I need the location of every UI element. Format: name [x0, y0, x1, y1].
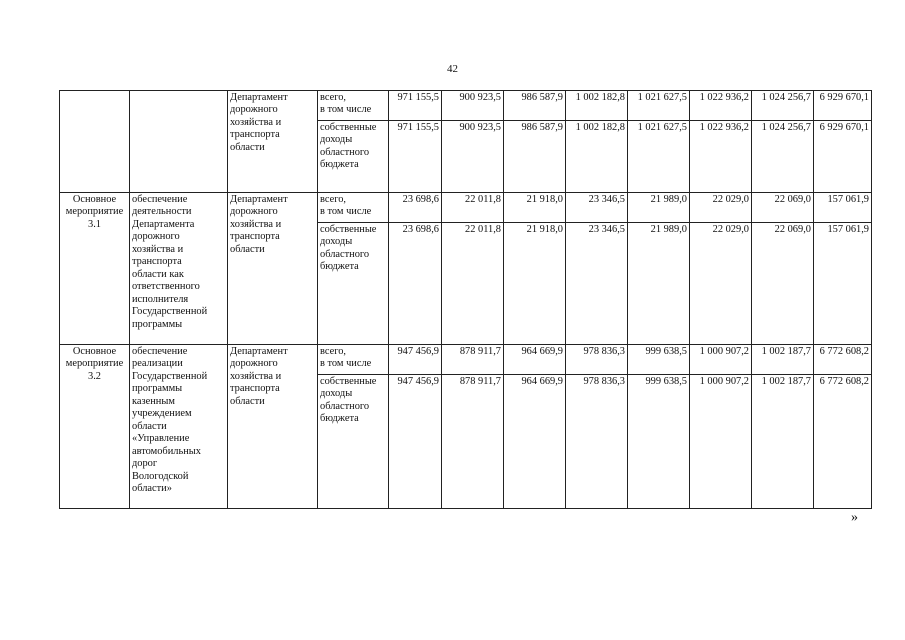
- value-cell: 1 024 256,7: [752, 91, 814, 121]
- value-cell: 21 918,0: [504, 193, 566, 223]
- value-cell: 22 011,8: [442, 223, 504, 345]
- closing-quote-mark: »: [851, 510, 858, 525]
- value-cell: 1 002 182,8: [566, 121, 628, 193]
- value-cell: 6 929 670,1: [814, 91, 872, 121]
- value-cell: 23 346,5: [566, 193, 628, 223]
- value-cell: 23 346,5: [566, 223, 628, 345]
- value-cell: 947 456,9: [389, 345, 442, 375]
- funding-source-cell: всего, в том числе: [318, 345, 389, 375]
- value-cell: 978 836,3: [566, 345, 628, 375]
- funding-source-cell: собственные доходы областного бюджета: [318, 223, 389, 345]
- value-cell: 1 021 627,5: [628, 91, 690, 121]
- value-cell: 1 000 907,2: [690, 345, 752, 375]
- value-cell: 1 022 936,2: [690, 121, 752, 193]
- value-cell: 6 772 608,2: [814, 345, 872, 375]
- value-cell: 157 061,9: [814, 223, 872, 345]
- value-cell: 6 772 608,2: [814, 375, 872, 509]
- budget-table: [59, 90, 872, 509]
- value-cell: 23 698,6: [389, 193, 442, 223]
- executor-cell: Департамент дорожного хозяйства и транспорта области: [228, 345, 318, 509]
- value-cell: 947 456,9: [389, 375, 442, 509]
- executor-cell: Департамент дорожного хозяйства и транспорта области: [228, 193, 318, 345]
- value-cell: 878 911,7: [442, 345, 504, 375]
- description-cell: обеспечение реализации Государственной программы казенным учреждением области «Управление автомобильных дорог Вологодской области»: [130, 345, 228, 509]
- value-cell: 986 587,9: [504, 121, 566, 193]
- value-cell: 964 669,9: [504, 345, 566, 375]
- value-cell: 21 989,0: [628, 193, 690, 223]
- value-cell: 878 911,7: [442, 375, 504, 509]
- value-cell: 900 923,5: [442, 121, 504, 193]
- value-cell: 1 002 187,7: [752, 345, 814, 375]
- funding-source-cell: всего, в том числе: [318, 193, 389, 223]
- event-cell: Основное мероприятие 3.2: [60, 345, 130, 509]
- value-cell: 1 022 936,2: [690, 91, 752, 121]
- table-row: [60, 345, 872, 375]
- value-cell: 22 069,0: [752, 193, 814, 223]
- description-cell: обеспечение деятельности Департамента дорожного хозяйства и транспорта области как ответственного исполнителя Государственной программы: [130, 193, 228, 345]
- value-cell: 1 002 182,8: [566, 91, 628, 121]
- value-cell: 22 011,8: [442, 193, 504, 223]
- value-cell: 978 836,3: [566, 375, 628, 509]
- funding-source-cell: собственные доходы областного бюджета: [318, 375, 389, 509]
- value-cell: 999 638,5: [628, 375, 690, 509]
- value-cell: 22 029,0: [690, 193, 752, 223]
- value-cell: 23 698,6: [389, 223, 442, 345]
- description-cell: [130, 91, 228, 193]
- value-cell: 971 155,5: [389, 121, 442, 193]
- value-cell: 6 929 670,1: [814, 121, 872, 193]
- executor-cell: Департамент дорожного хозяйства и транспорта области: [228, 91, 318, 193]
- value-cell: 1 000 907,2: [690, 375, 752, 509]
- event-cell: Основное мероприятие 3.1: [60, 193, 130, 345]
- value-cell: 157 061,9: [814, 193, 872, 223]
- value-cell: 1 024 256,7: [752, 121, 814, 193]
- value-cell: 900 923,5: [442, 91, 504, 121]
- value-cell: 21 918,0: [504, 223, 566, 345]
- table-row: [60, 91, 872, 121]
- value-cell: 1 002 187,7: [752, 375, 814, 509]
- value-cell: 22 029,0: [690, 223, 752, 345]
- value-cell: 986 587,9: [504, 91, 566, 121]
- value-cell: 21 989,0: [628, 223, 690, 345]
- page-number: 42: [447, 63, 458, 75]
- funding-source-cell: всего, в том числе: [318, 91, 389, 121]
- value-cell: 971 155,5: [389, 91, 442, 121]
- value-cell: 22 069,0: [752, 223, 814, 345]
- value-cell: 964 669,9: [504, 375, 566, 509]
- event-cell: [60, 91, 130, 193]
- value-cell: 1 021 627,5: [628, 121, 690, 193]
- table-row: [60, 193, 872, 223]
- funding-source-cell: собственные доходы областного бюджета: [318, 121, 389, 193]
- value-cell: 999 638,5: [628, 345, 690, 375]
